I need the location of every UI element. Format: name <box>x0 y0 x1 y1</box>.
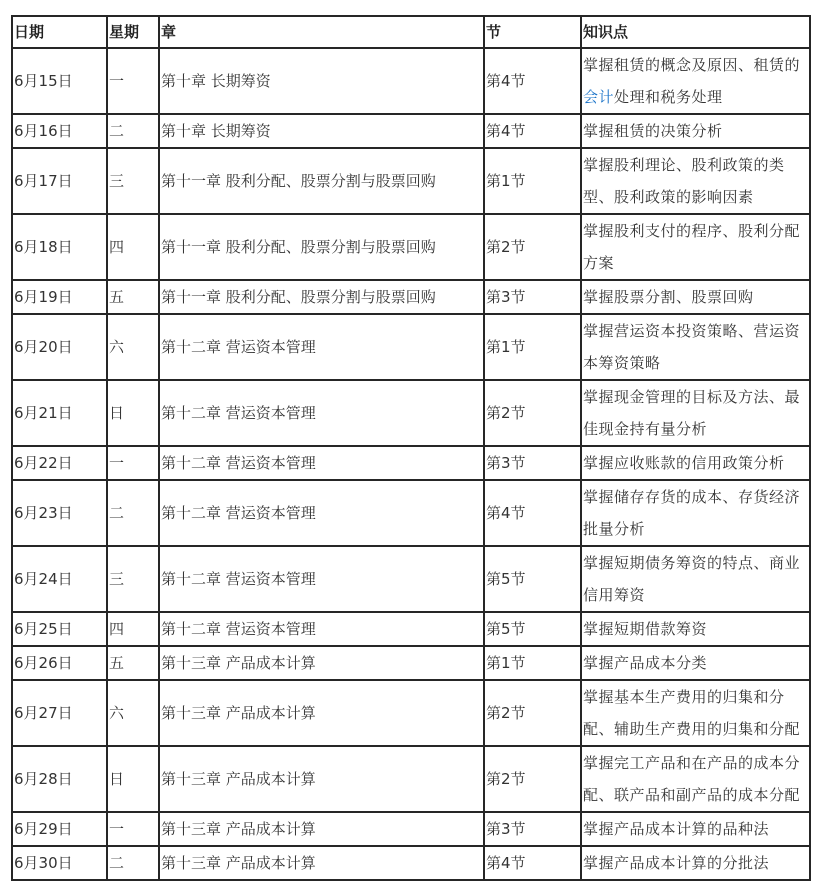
cell-knowledge-point: 掌握现金管理的目标及方法、最佳现金持有量分析 <box>581 380 810 446</box>
cell-knowledge-point: 掌握营运资本投资策略、营运资本筹资策略 <box>581 314 810 380</box>
point-text: 掌握租赁的概念及原因、租赁的 <box>583 56 801 74</box>
cell-date: 6月20日 <box>12 314 107 380</box>
cell-knowledge-point: 掌握短期债务筹资的特点、商业信用筹资 <box>581 546 810 612</box>
header-weekday: 星期 <box>107 16 159 48</box>
cell-weekday: 六 <box>107 680 159 746</box>
cell-knowledge-point: 掌握产品成本计算的品种法 <box>581 812 810 846</box>
cell-weekday: 三 <box>107 546 159 612</box>
cell-section: 第1节 <box>484 314 581 380</box>
table-row <box>12 114 810 148</box>
cell-section: 第2节 <box>484 214 581 280</box>
cell-chapter: 第十一章 股利分配、股票分割与股票回购 <box>159 214 484 280</box>
cell-date: 6月16日 <box>12 114 107 148</box>
cell-chapter: 第十二章 营运资本管理 <box>159 480 484 546</box>
cell-chapter: 第十三章 产品成本计算 <box>159 746 484 812</box>
cell-date: 6月26日 <box>12 646 107 680</box>
cell-section: 第2节 <box>484 746 581 812</box>
header-knowledge-point: 知识点 <box>581 16 810 48</box>
table-row <box>12 48 810 114</box>
cell-weekday: 一 <box>107 812 159 846</box>
cell-section: 第5节 <box>484 612 581 646</box>
cell-date: 6月28日 <box>12 746 107 812</box>
cell-knowledge-point: 掌握股利理论、股利政策的类型、股利政策的影响因素 <box>581 148 810 214</box>
accounting-link[interactable]: 会计 <box>583 88 615 106</box>
cell-knowledge-point: 掌握租赁的决策分析 <box>581 114 810 148</box>
cell-weekday: 日 <box>107 746 159 812</box>
cell-section: 第5节 <box>484 546 581 612</box>
cell-knowledge-point <box>581 48 810 114</box>
cell-section: 第3节 <box>484 280 581 314</box>
cell-knowledge-point: 掌握产品成本计算的分批法 <box>581 846 810 880</box>
cell-chapter: 第十三章 产品成本计算 <box>159 846 484 880</box>
header-section: 节 <box>484 16 581 48</box>
cell-weekday: 五 <box>107 646 159 680</box>
cell-weekday: 五 <box>107 280 159 314</box>
cell-date: 6月24日 <box>12 546 107 612</box>
cell-weekday: 二 <box>107 846 159 880</box>
cell-section: 第4节 <box>484 48 581 114</box>
cell-date: 6月27日 <box>12 680 107 746</box>
cell-knowledge-point: 掌握应收账款的信用政策分析 <box>581 446 810 480</box>
table-row <box>12 646 810 680</box>
cell-date: 6月22日 <box>12 446 107 480</box>
header-date: 日期 <box>12 16 107 48</box>
table-row <box>12 480 810 546</box>
cell-chapter: 第十一章 股利分配、股票分割与股票回购 <box>159 280 484 314</box>
cell-knowledge-point: 掌握储存存货的成本、存货经济批量分析 <box>581 480 810 546</box>
cell-date: 6月18日 <box>12 214 107 280</box>
cell-section: 第2节 <box>484 680 581 746</box>
cell-section: 第3节 <box>484 446 581 480</box>
cell-section: 第4节 <box>484 480 581 546</box>
cell-chapter: 第十二章 营运资本管理 <box>159 612 484 646</box>
cell-chapter: 第十二章 营运资本管理 <box>159 380 484 446</box>
table-row <box>12 214 810 280</box>
table-row <box>12 680 810 746</box>
cell-chapter: 第十章 长期筹资 <box>159 48 484 114</box>
cell-knowledge-point: 掌握股利支付的程序、股利分配方案 <box>581 214 810 280</box>
cell-chapter: 第十章 长期筹资 <box>159 114 484 148</box>
table-row <box>12 546 810 612</box>
cell-section: 第4节 <box>484 846 581 880</box>
cell-date: 6月30日 <box>12 846 107 880</box>
cell-knowledge-point: 掌握股票分割、股票回购 <box>581 280 810 314</box>
cell-section: 第2节 <box>484 380 581 446</box>
cell-weekday: 六 <box>107 314 159 380</box>
point-text: 处理和税务处理 <box>614 88 723 106</box>
cell-chapter: 第十二章 营运资本管理 <box>159 546 484 612</box>
table-row <box>12 148 810 214</box>
cell-weekday: 一 <box>107 48 159 114</box>
table-row <box>12 746 810 812</box>
cell-date: 6月29日 <box>12 812 107 846</box>
study-schedule-table <box>11 15 811 881</box>
cell-date: 6月23日 <box>12 480 107 546</box>
cell-chapter: 第十三章 产品成本计算 <box>159 680 484 746</box>
cell-section: 第4节 <box>484 114 581 148</box>
cell-section: 第1节 <box>484 646 581 680</box>
cell-chapter: 第十三章 产品成本计算 <box>159 812 484 846</box>
header-row <box>12 16 810 48</box>
cell-knowledge-point: 掌握短期借款筹资 <box>581 612 810 646</box>
table-row <box>12 380 810 446</box>
table-row <box>12 812 810 846</box>
table-row <box>12 446 810 480</box>
cell-chapter: 第十二章 营运资本管理 <box>159 314 484 380</box>
table-row <box>12 612 810 646</box>
header-chapter: 章 <box>159 16 484 48</box>
cell-section: 第1节 <box>484 148 581 214</box>
cell-weekday: 三 <box>107 148 159 214</box>
cell-weekday: 日 <box>107 380 159 446</box>
table-row <box>12 314 810 380</box>
cell-knowledge-point: 掌握基本生产费用的归集和分配、辅助生产费用的归集和分配 <box>581 680 810 746</box>
cell-weekday: 一 <box>107 446 159 480</box>
table-row <box>12 280 810 314</box>
cell-weekday: 四 <box>107 612 159 646</box>
cell-weekday: 二 <box>107 114 159 148</box>
cell-chapter: 第十三章 产品成本计算 <box>159 646 484 680</box>
cell-knowledge-point: 掌握产品成本分类 <box>581 646 810 680</box>
cell-knowledge-point: 掌握完工产品和在产品的成本分配、联产品和副产品的成本分配 <box>581 746 810 812</box>
cell-chapter: 第十二章 营运资本管理 <box>159 446 484 480</box>
cell-date: 6月21日 <box>12 380 107 446</box>
table-row <box>12 846 810 880</box>
cell-weekday: 四 <box>107 214 159 280</box>
cell-weekday: 二 <box>107 480 159 546</box>
cell-date: 6月17日 <box>12 148 107 214</box>
cell-chapter: 第十一章 股利分配、股票分割与股票回购 <box>159 148 484 214</box>
cell-date: 6月25日 <box>12 612 107 646</box>
cell-date: 6月15日 <box>12 48 107 114</box>
cell-date: 6月19日 <box>12 280 107 314</box>
cell-section: 第3节 <box>484 812 581 846</box>
